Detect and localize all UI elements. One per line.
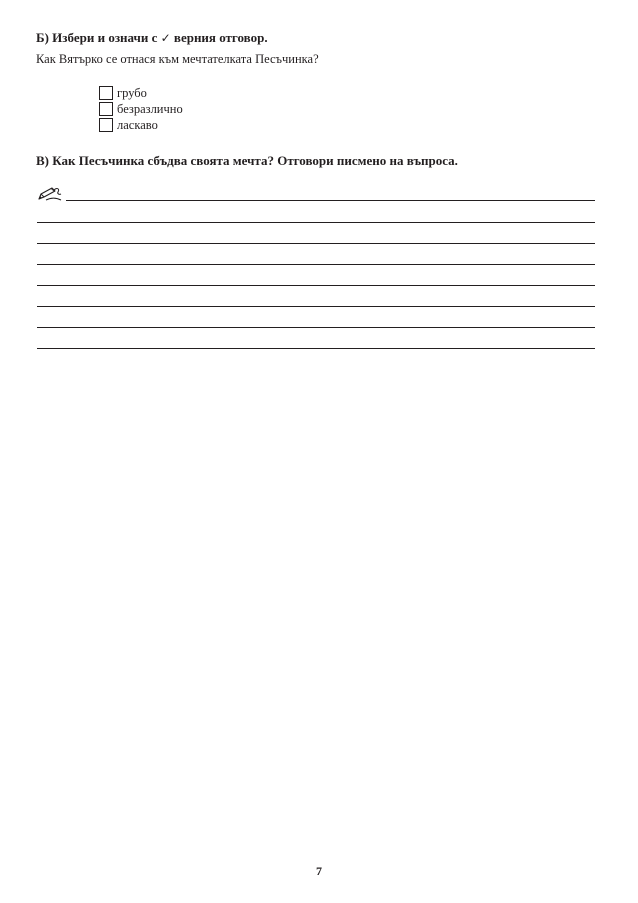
section-b-title xyxy=(36,30,268,46)
section-b-title-start: Б) Избери и означи с xyxy=(36,30,161,45)
pencil-icon xyxy=(37,185,63,201)
answer-line[interactable] xyxy=(37,327,595,328)
option-indifferent[interactable] xyxy=(99,101,183,117)
answer-line[interactable] xyxy=(37,264,595,265)
option-gentle[interactable] xyxy=(99,117,158,133)
question-text: Как Вятърко се отнася към мечтателката Песъчинка? xyxy=(36,52,319,66)
option-label: безразлично xyxy=(117,101,183,116)
option-rough[interactable] xyxy=(99,85,147,101)
checkmark-icon: ✓ xyxy=(160,31,171,45)
checkbox[interactable] xyxy=(99,102,113,116)
answer-line[interactable] xyxy=(37,306,595,307)
checkbox[interactable] xyxy=(99,118,113,132)
checkbox[interactable] xyxy=(99,86,113,100)
answer-line[interactable] xyxy=(66,200,595,201)
option-label: грубо xyxy=(117,85,147,100)
answer-line[interactable] xyxy=(37,285,595,286)
answer-line[interactable] xyxy=(37,348,595,349)
answer-line[interactable] xyxy=(37,243,595,244)
answer-line[interactable] xyxy=(37,222,595,223)
page-number: 7 xyxy=(316,864,322,878)
section-b-title-end: верния отговор. xyxy=(170,30,268,45)
option-label: ласкаво xyxy=(117,117,158,132)
section-v-title: В) Как Песъчинка сбъдва своята мечта? Отговори писмено на въпроса. xyxy=(36,153,458,168)
